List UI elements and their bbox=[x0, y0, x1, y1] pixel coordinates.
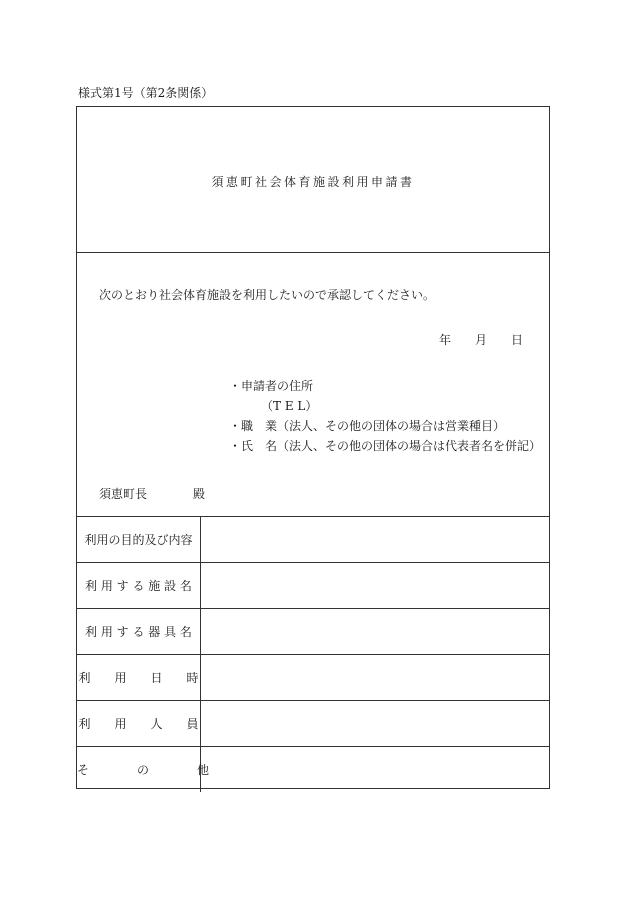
date-line bbox=[439, 331, 523, 348]
month-label: 月 bbox=[474, 333, 487, 347]
table-row bbox=[77, 701, 549, 747]
row-label-equipment: 利 用 す る 器 具 名 bbox=[77, 609, 201, 655]
applicant-name-label: ・氏 名（法人、その他の団体の場合は代表者名を併記） bbox=[229, 439, 542, 453]
addressee bbox=[99, 485, 205, 502]
purpose-field[interactable] bbox=[201, 517, 550, 563]
request-sentence: 次のとおり社会体育施設を利用したいので承認してください。 bbox=[99, 288, 436, 302]
table-row bbox=[77, 655, 549, 701]
applicant-block bbox=[229, 376, 541, 456]
addressee-name: 須恵町長 bbox=[99, 487, 148, 501]
request-body bbox=[77, 252, 549, 516]
usage-details-table bbox=[77, 516, 549, 792]
other-field[interactable] bbox=[201, 747, 550, 793]
facility-field[interactable] bbox=[201, 563, 550, 609]
document-title: 須恵町社会体育施設利用申請書 bbox=[211, 175, 415, 189]
application-form bbox=[76, 106, 550, 789]
applicant-occupation-label: ・職 業（法人、その他の団体の場合は営業種目） bbox=[229, 419, 506, 433]
table-row bbox=[77, 517, 549, 563]
equipment-field[interactable] bbox=[201, 609, 550, 655]
row-label-datetime: 利 用 日 時 bbox=[77, 655, 201, 701]
applicant-address-label: ・申請者の住所 bbox=[229, 379, 314, 393]
year-label: 年 bbox=[438, 333, 451, 347]
attendees-field[interactable] bbox=[201, 701, 550, 747]
day-label: 日 bbox=[510, 333, 523, 347]
row-label-facility: 利 用 す る 施 設 名 bbox=[77, 563, 201, 609]
title-section bbox=[77, 107, 549, 253]
table-row bbox=[77, 747, 549, 793]
table-row bbox=[77, 609, 549, 655]
table-row bbox=[77, 563, 549, 609]
datetime-field[interactable] bbox=[201, 655, 550, 701]
applicant-tel-label: （T E L） bbox=[261, 399, 318, 413]
row-label-purpose: 利用の目的及び内容 bbox=[77, 517, 201, 563]
addressee-honorific: 殿 bbox=[193, 487, 206, 501]
row-label-other: そ の 他 bbox=[77, 747, 201, 793]
form-number-label: 様式第1号（第2条関係） bbox=[78, 86, 214, 100]
row-label-attendees: 利 用 人 員 bbox=[77, 701, 201, 747]
